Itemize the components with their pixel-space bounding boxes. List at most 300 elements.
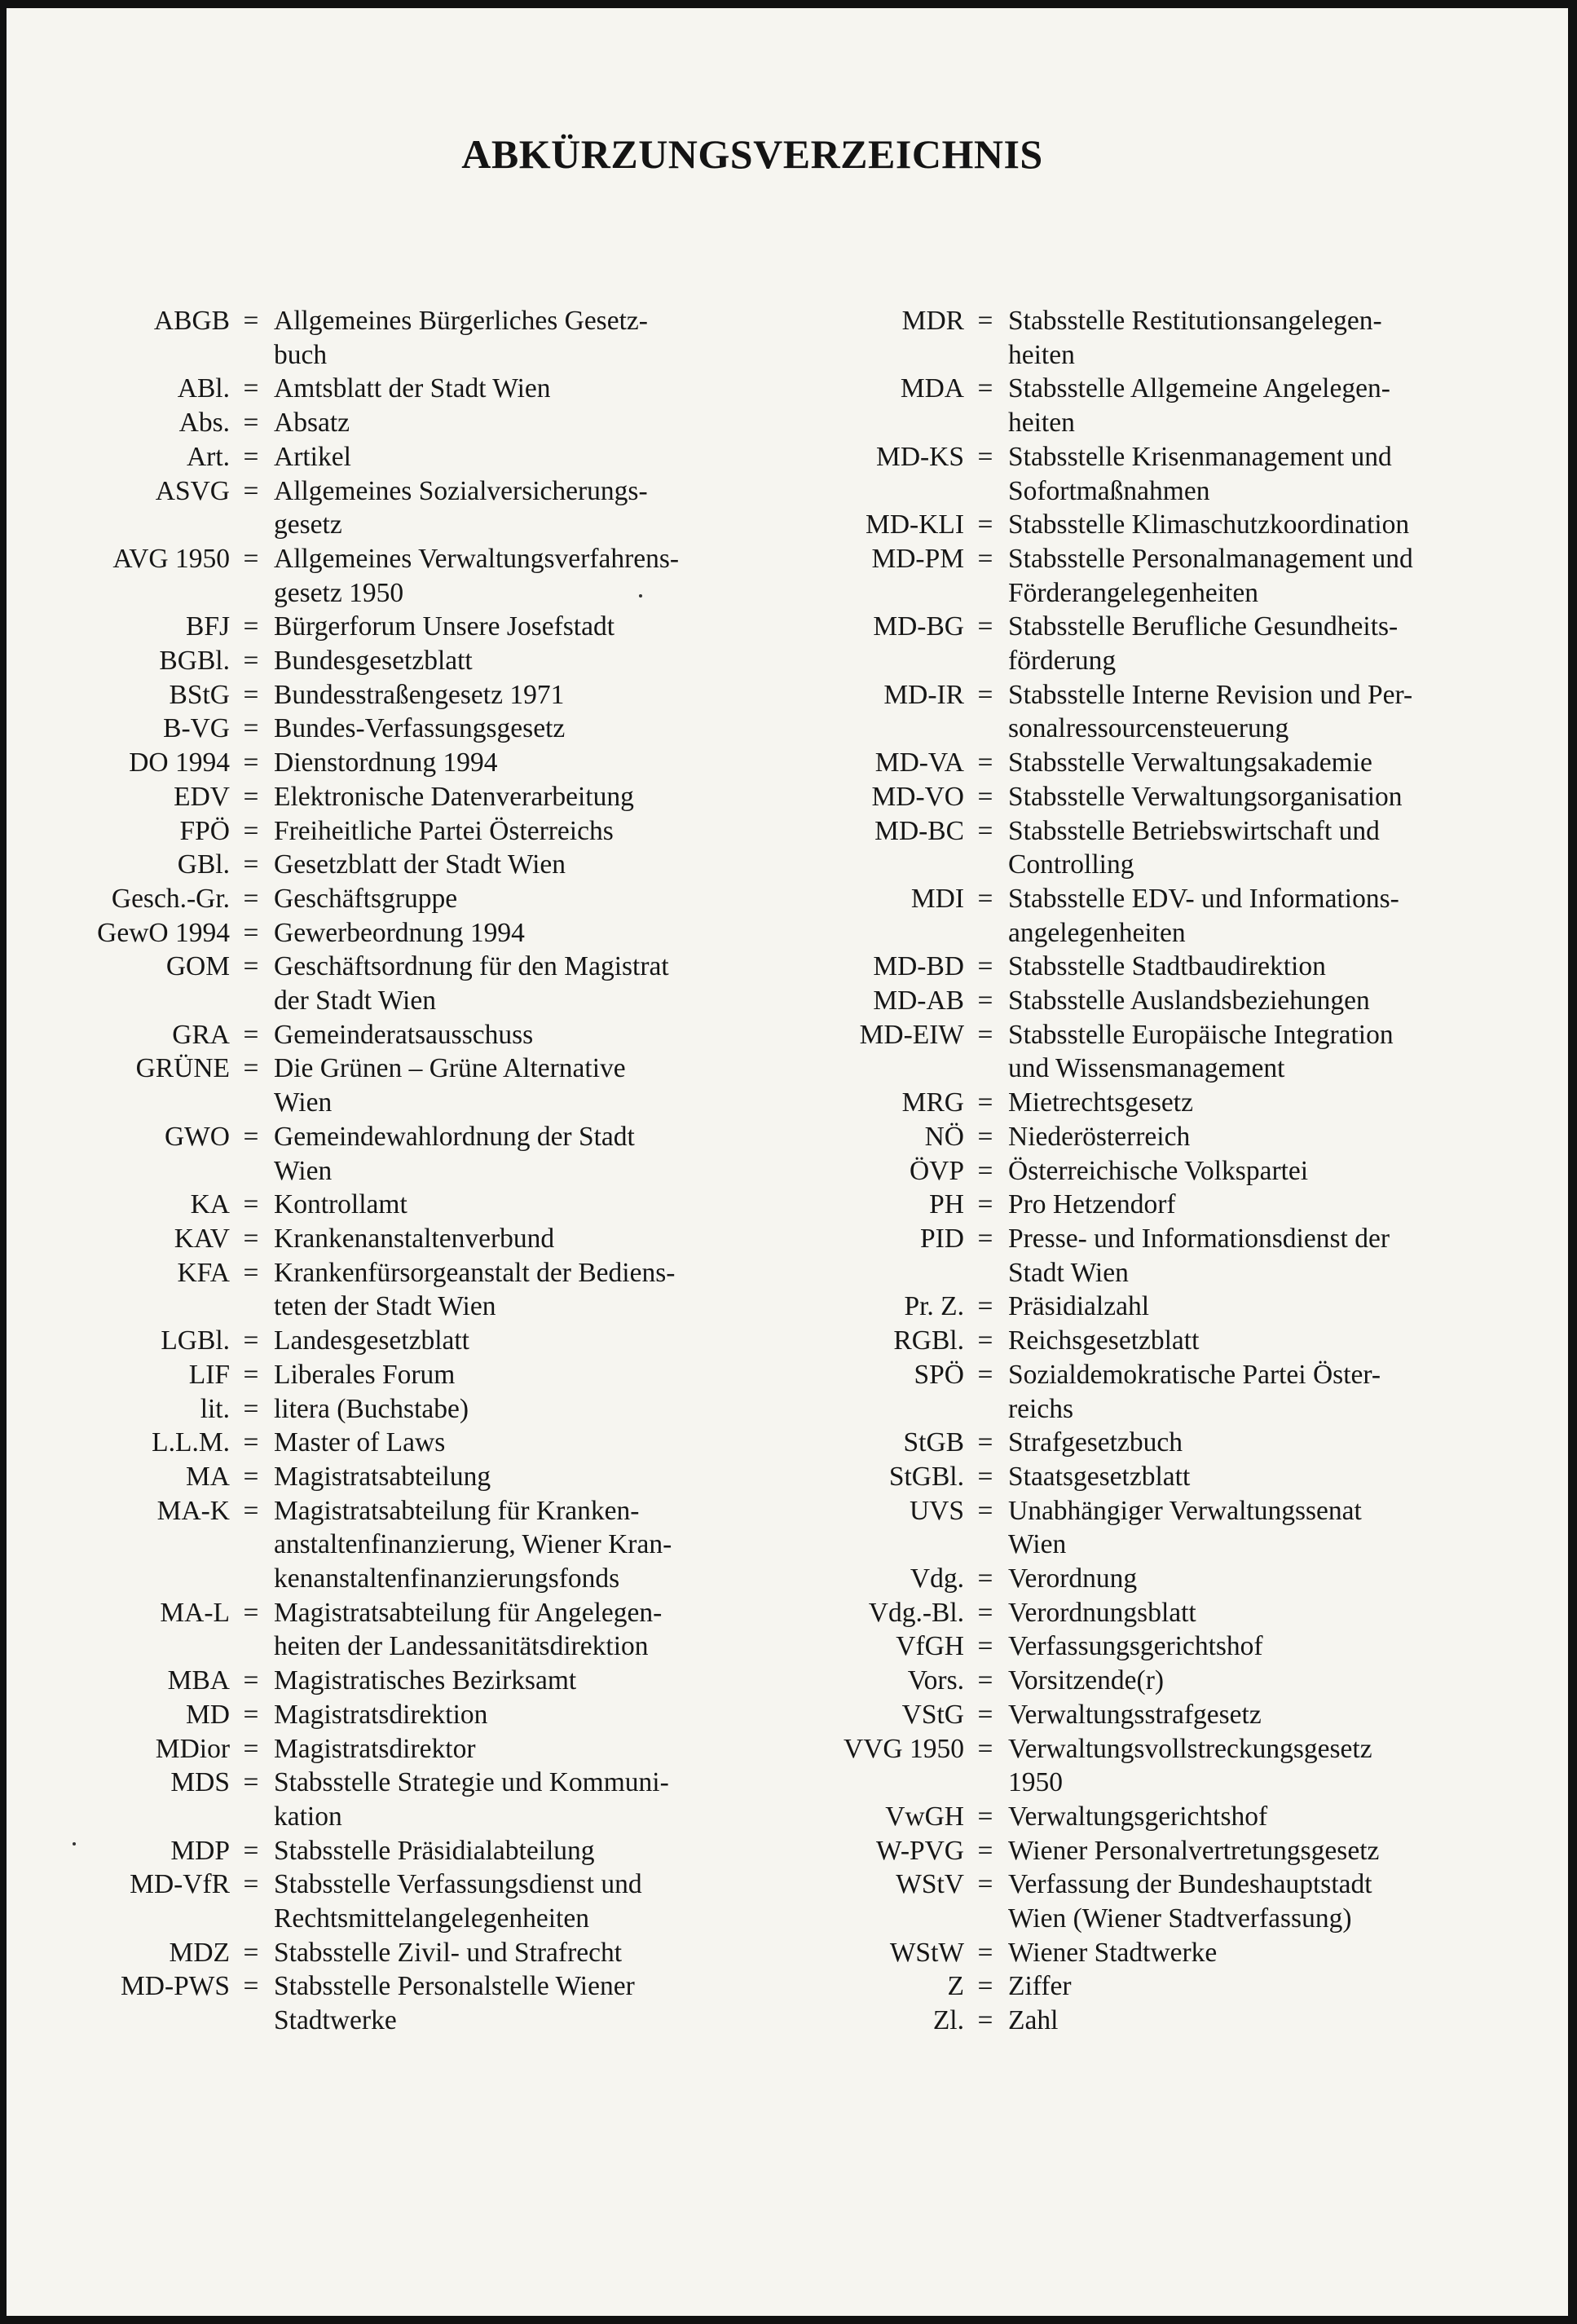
abbreviation-term: VfGH	[896, 1631, 964, 1662]
definition-line: und Wissensmanagement	[1008, 1053, 1285, 1084]
abbreviation-term: MA	[186, 1461, 230, 1492]
abbreviation-term: Abs.	[178, 408, 230, 439]
abbreviation-definition	[272, 1018, 740, 1052]
equals-sign: =	[243, 1937, 259, 1968]
abbreviation-term: LGBl.	[161, 1325, 230, 1356]
abbreviation-entry	[7, 1969, 740, 2037]
definition-line: Pro Hetzendorf	[1008, 1189, 1176, 1220]
abbreviation-term: AVG 1950	[112, 543, 230, 574]
abbreviation-definition	[272, 712, 740, 746]
abbreviation-definition	[1007, 372, 1555, 439]
definition-line: buch	[274, 339, 328, 370]
abbreviation-definition	[1007, 1834, 1555, 1868]
definition-line: Stadtwerke	[274, 2005, 397, 2036]
abbreviation-entry	[740, 610, 1555, 677]
abbreviation-term: MDP	[170, 1835, 230, 1866]
equals-sign: =	[243, 1699, 259, 1730]
equals-sign: =	[243, 1325, 259, 1356]
equals-sign: =	[977, 1733, 993, 1764]
abbreviation-definition	[1007, 746, 1555, 780]
equals-sign: =	[243, 1053, 259, 1084]
equals-sign: =	[977, 951, 993, 982]
abbreviation-definition	[1007, 1629, 1555, 1664]
abbreviation-definition	[272, 1222, 740, 1256]
abbreviation-entry	[7, 950, 740, 1017]
abbreviation-entry	[740, 678, 1555, 746]
abbreviation-entry	[740, 1800, 1555, 1834]
definition-line: Wiener Personalvertretungsgesetz	[1008, 1835, 1380, 1866]
definition-line: Wien	[274, 1087, 333, 1118]
abbreviation-entry	[7, 1868, 740, 1935]
equals-sign: =	[243, 1019, 259, 1050]
abbreviation-term: MD-VfR	[130, 1869, 230, 1900]
definition-line: Verwaltungsvollstreckungsgesetz	[1008, 1733, 1372, 1764]
abbreviation-entry	[7, 1052, 740, 1119]
abbreviation-term: MD-BD	[873, 951, 964, 982]
definition-line: Allgemeines Verwaltungsverfahrens-	[274, 543, 680, 574]
abbreviation-term: GewO 1994	[97, 917, 230, 948]
abbreviation-entry	[740, 1936, 1555, 1970]
abbreviation-term: MBA	[167, 1665, 230, 1696]
abbreviation-term: ABl.	[177, 373, 230, 404]
abbreviation-term: MDS	[170, 1767, 230, 1798]
definition-line: Stabsstelle Betriebswirtschaft und	[1008, 815, 1380, 846]
equals-sign: =	[977, 611, 993, 642]
abbreviation-definition	[1007, 1868, 1555, 1935]
abbreviation-definition	[1007, 1460, 1555, 1494]
definition-line: heiten	[1008, 339, 1075, 370]
abbreviation-entry	[7, 644, 740, 678]
equals-sign: =	[977, 1699, 993, 1730]
equals-sign: =	[977, 1087, 993, 1118]
abbreviation-term: MD-BG	[873, 611, 964, 642]
abbreviation-term: DO 1994	[129, 747, 230, 778]
abbreviation-entry	[7, 1766, 740, 1833]
abbreviation-term: B-VG	[163, 713, 230, 744]
abbreviation-term: RGBl.	[893, 1325, 964, 1356]
equals-sign: =	[977, 1563, 993, 1594]
definition-line: Stabsstelle Interne Revision und Per-	[1008, 679, 1413, 710]
definition-line: Unabhängiger Verwaltungssenat	[1008, 1495, 1362, 1526]
abbreviation-entry	[7, 1698, 740, 1732]
equals-sign: =	[243, 611, 259, 642]
definition-line: Wien (Wiener Stadtverfassung)	[1008, 1903, 1352, 1934]
abbreviation-list-right	[740, 304, 1555, 2038]
abbreviation-definition	[272, 1256, 740, 1324]
abbreviation-term: MD-IR	[883, 679, 964, 710]
abbreviation-definition	[1007, 1358, 1555, 1426]
definition-line: Gesetzblatt der Stadt Wien	[274, 849, 566, 880]
abbreviation-entry	[740, 1018, 1555, 1086]
print-speck	[73, 1842, 76, 1846]
definition-line: teten der Stadt Wien	[274, 1291, 496, 1322]
abbreviation-definition	[272, 1698, 740, 1732]
abbreviation-entry	[7, 474, 740, 542]
abbreviation-definition	[272, 780, 740, 814]
definition-line: Stabsstelle EDV- und Informations-	[1008, 883, 1399, 914]
abbreviation-entry	[7, 882, 740, 916]
abbreviation-entry	[740, 2004, 1555, 2038]
abbreviation-entry	[740, 1154, 1555, 1188]
definition-line: Rechtsmittelangelegenheiten	[274, 1903, 589, 1934]
definition-line: Wiener Stadtwerke	[1008, 1937, 1218, 1968]
abbreviation-term: GBl.	[177, 849, 230, 880]
abbreviation-term: MD-VO	[871, 781, 964, 812]
abbreviation-entry	[740, 1732, 1555, 1800]
abbreviation-term: StGBl.	[888, 1461, 964, 1492]
definition-line: Stabsstelle Verwaltungsakademie	[1008, 747, 1372, 778]
definition-line: Magistratisches Bezirksamt	[274, 1665, 577, 1696]
definition-line: Stabsstelle Restitutionsangelegen-	[1008, 306, 1382, 336]
equals-sign: =	[243, 849, 259, 880]
abbreviation-definition	[1007, 1732, 1555, 1800]
abbreviation-term: VVG 1950	[844, 1733, 964, 1764]
abbreviation-term: NÖ	[924, 1121, 964, 1152]
equals-sign: =	[243, 1767, 259, 1798]
definition-line: Freiheitliche Partei Österreichs	[274, 815, 614, 846]
definition-line: Allgemeines Sozialversicherungs-	[274, 475, 648, 506]
abbreviation-definition	[1007, 1018, 1555, 1086]
definition-line: Sozialdemokratische Partei Öster-	[1008, 1359, 1381, 1390]
equals-sign: =	[977, 373, 993, 404]
abbreviation-entry	[7, 304, 740, 372]
definition-line: Bundes-Verfassungsgesetz	[274, 713, 566, 744]
document-page	[7, 8, 1568, 2316]
abbreviation-entry	[740, 1460, 1555, 1494]
equals-sign: =	[977, 1325, 993, 1356]
definition-line: Niederösterreich	[1008, 1121, 1191, 1152]
abbreviation-entry	[740, 1086, 1555, 1120]
definition-line: kation	[274, 1801, 342, 1832]
abbreviation-term: Gesch.-Gr.	[111, 883, 230, 914]
abbreviation-definition	[272, 1494, 740, 1596]
equals-sign: =	[243, 646, 259, 677]
equals-sign: =	[977, 679, 993, 710]
definition-line: gesetz	[274, 509, 342, 540]
abbreviation-definition	[1007, 1188, 1555, 1222]
definition-line: Magistratsabteilung für Angelegen-	[274, 1597, 663, 1628]
abbreviation-term: MD-PM	[871, 543, 964, 574]
abbreviation-term: BStG	[169, 679, 230, 710]
abbreviation-entry	[740, 1222, 1555, 1290]
equals-sign: =	[977, 1155, 993, 1186]
definition-line: Verwaltungsstrafgesetz	[1008, 1699, 1262, 1730]
abbreviation-term: Vdg.	[910, 1563, 964, 1594]
abbreviation-definition	[272, 1392, 740, 1427]
abbreviation-definition	[1007, 1154, 1555, 1188]
equals-sign: =	[977, 1495, 993, 1526]
abbreviation-term: MD-BC	[874, 815, 964, 846]
abbreviation-definition	[272, 882, 740, 916]
abbreviation-entry	[7, 1392, 740, 1427]
abbreviation-entry	[740, 882, 1555, 950]
abbreviation-entry	[7, 610, 740, 644]
equals-sign: =	[243, 781, 259, 812]
abbreviation-definition	[272, 1460, 740, 1494]
abbreviation-entry	[740, 1698, 1555, 1732]
definition-line: Sofortmaßnahmen	[1008, 475, 1210, 506]
abbreviation-definition	[272, 1120, 740, 1188]
equals-sign: =	[977, 781, 993, 812]
abbreviation-term: Z	[947, 1971, 964, 2002]
definition-line: Stabsstelle Krisenmanagement und	[1008, 441, 1392, 472]
equals-sign: =	[977, 883, 993, 914]
abbreviation-term: MA-L	[160, 1597, 230, 1628]
definition-line: Stabsstelle Europäische Integration	[1008, 1019, 1394, 1050]
definition-line: Förderangelegenheiten	[1008, 577, 1258, 608]
abbreviation-entry	[740, 984, 1555, 1018]
abbreviation-entry	[7, 848, 740, 882]
equals-sign: =	[977, 1937, 993, 1968]
abbreviation-entry	[740, 1868, 1555, 1935]
equals-sign: =	[243, 883, 259, 914]
abbreviation-term: MD	[186, 1699, 230, 1730]
abbreviation-term: Zl.	[932, 2005, 964, 2036]
definition-line: Gemeindewahlordnung der Stadt	[274, 1121, 635, 1152]
abbreviation-entry	[7, 1358, 740, 1392]
abbreviation-term: MA-K	[156, 1495, 230, 1526]
definition-line: 1950	[1008, 1767, 1063, 1798]
abbreviation-term: BFJ	[185, 611, 230, 642]
abbreviation-definition	[272, 1324, 740, 1358]
equals-sign: =	[243, 747, 259, 778]
abbreviation-entry	[740, 1969, 1555, 2004]
abbreviation-entry	[7, 1256, 740, 1324]
abbreviation-term: MRG	[901, 1087, 964, 1118]
definition-line: Magistratsabteilung für Kranken-	[274, 1495, 640, 1526]
abbreviation-definition	[1007, 508, 1555, 542]
definition-line: Kontrollamt	[274, 1189, 407, 1220]
equals-sign: =	[977, 441, 993, 472]
abbreviation-term: MD-KLI	[866, 509, 964, 540]
definition-line: Amtsblatt der Stadt Wien	[274, 373, 551, 404]
equals-sign: =	[243, 713, 259, 744]
abbreviation-term: EDV	[174, 781, 230, 812]
abbreviation-definition	[1007, 1494, 1555, 1562]
definition-line: heiten	[1008, 408, 1075, 439]
definition-line: Liberales Forum	[274, 1359, 456, 1390]
equals-sign: =	[243, 1665, 259, 1696]
abbreviation-term: GRA	[172, 1019, 230, 1050]
abbreviation-entry	[7, 1494, 740, 1596]
abbreviation-definition	[272, 1936, 740, 1970]
abbreviation-definition	[1007, 304, 1555, 372]
abbreviation-term: MD-KS	[876, 441, 964, 472]
abbreviation-definition	[272, 1732, 740, 1766]
equals-sign: =	[977, 1665, 993, 1696]
equals-sign: =	[977, 1223, 993, 1254]
abbreviation-term: FPÖ	[179, 815, 230, 846]
abbreviation-definition	[272, 372, 740, 406]
abbreviation-entry	[740, 780, 1555, 814]
abbreviation-term: WStV	[896, 1869, 964, 1900]
abbreviation-definition	[1007, 678, 1555, 746]
equals-sign: =	[243, 1835, 259, 1866]
equals-sign: =	[977, 1835, 993, 1866]
abbreviation-entry	[740, 814, 1555, 882]
abbreviation-term: KFA	[177, 1257, 230, 1288]
abbreviation-term: KA	[190, 1189, 230, 1220]
definition-line: Stabsstelle Allgemeine Angelegen-	[1008, 373, 1390, 404]
equals-sign: =	[243, 951, 259, 982]
definition-line: Verfassungsgerichtshof	[1008, 1631, 1263, 1662]
abbreviation-term: W-PVG	[876, 1835, 964, 1866]
abbreviation-term: MD-EIW	[859, 1019, 964, 1050]
definition-line: Strafgesetzbuch	[1008, 1427, 1183, 1458]
equals-sign: =	[977, 1189, 993, 1220]
abbreviation-definition	[272, 1766, 740, 1833]
abbreviation-entry	[740, 746, 1555, 780]
abbreviation-definition	[272, 1426, 740, 1460]
definition-line: Vorsitzende(r)	[1008, 1665, 1165, 1696]
abbreviation-term: GRÜNE	[135, 1053, 230, 1084]
abbreviation-term: MDA	[900, 373, 964, 404]
definition-line: Presse- und Informationsdienst der	[1008, 1223, 1390, 1254]
abbreviation-definition	[272, 746, 740, 780]
abbreviation-term: lit.	[200, 1393, 230, 1424]
abbreviation-term: MDior	[155, 1733, 230, 1764]
abbreviation-definition	[1007, 1596, 1555, 1630]
abbreviation-term: Vors.	[907, 1665, 964, 1696]
abbreviation-term: MD-AB	[873, 986, 964, 1016]
definition-line: Wien	[1008, 1529, 1067, 1560]
definition-line: Bundesstraßengesetz 1971	[274, 679, 565, 710]
definition-line: Verordnung	[1008, 1563, 1138, 1594]
definition-line: Stabsstelle Berufliche Gesundheits-	[1008, 611, 1399, 642]
equals-sign: =	[243, 679, 259, 710]
abbreviation-entry	[740, 508, 1555, 542]
definition-line: Bundesgesetzblatt	[274, 646, 473, 677]
abbreviation-definition	[272, 406, 740, 440]
definition-line: Stabsstelle Präsidialabteilung	[274, 1835, 595, 1866]
abbreviation-term: Pr. Z.	[904, 1291, 964, 1322]
definition-line: Krankenanstaltenverbund	[274, 1223, 555, 1254]
abbreviation-entry	[7, 916, 740, 950]
definition-line: Magistratsdirektion	[274, 1699, 488, 1730]
abbreviation-definition	[272, 814, 740, 849]
definition-line: Gemeinderatsausschuss	[274, 1019, 534, 1050]
definition-line: kenanstaltenfinanzierungsfonds	[274, 1563, 620, 1594]
abbreviation-definition	[1007, 440, 1555, 508]
equals-sign: =	[977, 1427, 993, 1458]
abbreviation-entry	[740, 1290, 1555, 1324]
definition-line: Österreichische Volkspartei	[1008, 1155, 1309, 1186]
definition-line: Stadt Wien	[1008, 1257, 1129, 1288]
definition-line: Stabsstelle Personalstelle Wiener	[274, 1971, 635, 2002]
abbreviation-term: MD-PWS	[120, 1971, 230, 2002]
abbreviation-term: WStW	[889, 1937, 964, 1968]
abbreviation-entry	[740, 1324, 1555, 1358]
definition-line: Stabsstelle Auslandsbeziehungen	[1008, 986, 1370, 1016]
equals-sign: =	[977, 747, 993, 778]
abbreviation-term: KAV	[174, 1223, 230, 1254]
definition-line: Allgemeines Bürgerliches Gesetz-	[274, 306, 648, 336]
definition-line: sonalressourcensteuerung	[1008, 713, 1289, 744]
abbreviation-term: PID	[920, 1223, 964, 1254]
abbreviation-term: GWO	[164, 1121, 230, 1152]
equals-sign: =	[243, 1189, 259, 1220]
definition-line: Landesgesetzblatt	[274, 1325, 469, 1356]
definition-line: der Stadt Wien	[274, 986, 436, 1016]
abbreviation-definition	[1007, 2004, 1555, 2038]
abbreviation-entry	[7, 1596, 740, 1664]
definition-line: Elektronische Datenverarbeitung	[274, 781, 634, 812]
definition-line: Stabsstelle Stadtbaudirektion	[1008, 951, 1326, 982]
abbreviation-entry	[7, 1834, 740, 1868]
abbreviation-definition	[1007, 1664, 1555, 1698]
equals-sign: =	[977, 1869, 993, 1900]
abbreviation-entry	[7, 814, 740, 849]
definition-line: heiten der Landessanitätsdirektion	[274, 1631, 649, 1662]
equals-sign: =	[977, 1291, 993, 1322]
definition-line: angelegenheiten	[1008, 917, 1186, 948]
abbreviation-entry	[7, 440, 740, 474]
abbreviation-entry	[7, 542, 740, 610]
equals-sign: =	[243, 1495, 259, 1526]
equals-sign: =	[243, 1223, 259, 1254]
abbreviation-definition	[272, 440, 740, 474]
equals-sign: =	[977, 1121, 993, 1152]
abbreviation-definition	[1007, 984, 1555, 1018]
abbreviation-term: ÖVP	[909, 1155, 964, 1186]
abbreviation-entry	[740, 1494, 1555, 1562]
abbreviation-definition	[272, 644, 740, 678]
abbreviation-definition	[1007, 814, 1555, 882]
definition-line: reichs	[1008, 1393, 1073, 1424]
definition-line: anstaltenfinanzierung, Wiener Kran-	[274, 1529, 672, 1560]
equals-sign: =	[977, 986, 993, 1016]
abbreviation-entry	[7, 1732, 740, 1766]
abbreviation-definition	[1007, 1562, 1555, 1596]
equals-sign: =	[243, 1121, 259, 1152]
definition-line: Mietrechtsgesetz	[1008, 1087, 1193, 1118]
definition-line: Ziffer	[1008, 1971, 1072, 2002]
equals-sign: =	[977, 1597, 993, 1628]
abbreviation-entry	[740, 304, 1555, 372]
abbreviation-definition	[1007, 950, 1555, 984]
equals-sign: =	[243, 815, 259, 846]
abbreviation-entry	[7, 1018, 740, 1052]
abbreviation-definition	[272, 678, 740, 712]
abbreviation-term: GOM	[165, 951, 230, 982]
abbreviation-entry	[740, 1120, 1555, 1154]
equals-sign: =	[977, 1631, 993, 1662]
equals-sign: =	[243, 1359, 259, 1390]
definition-line: Dienstordnung 1994	[274, 747, 498, 778]
abbreviation-definition	[272, 1052, 740, 1119]
abbreviation-entry	[7, 406, 740, 440]
abbreviation-entry	[740, 1562, 1555, 1596]
abbreviation-term: SPÖ	[914, 1359, 964, 1390]
abbreviation-definition	[1007, 1969, 1555, 2004]
abbreviation-entry	[7, 1460, 740, 1494]
abbreviation-definition	[1007, 1426, 1555, 1460]
definition-line: Verfassung der Bundeshauptstadt	[1008, 1869, 1372, 1900]
abbreviation-definition	[272, 1868, 740, 1935]
definition-line: Stabsstelle Klimaschutzkoordination	[1008, 509, 1410, 540]
definition-line: Verordnungsblatt	[1008, 1597, 1196, 1628]
abbreviation-entry	[7, 678, 740, 712]
abbreviation-definition	[272, 1596, 740, 1664]
abbreviation-entry	[7, 1324, 740, 1358]
abbreviation-term: PH	[929, 1189, 964, 1220]
definition-line: Stabsstelle Personalmanagement und	[1008, 543, 1413, 574]
equals-sign: =	[243, 1393, 259, 1424]
definition-line: Reichsgesetzblatt	[1008, 1325, 1200, 1356]
abbreviation-term: BGBl.	[159, 646, 230, 677]
abbreviation-definition	[272, 1969, 740, 2037]
equals-sign: =	[243, 1869, 259, 1900]
